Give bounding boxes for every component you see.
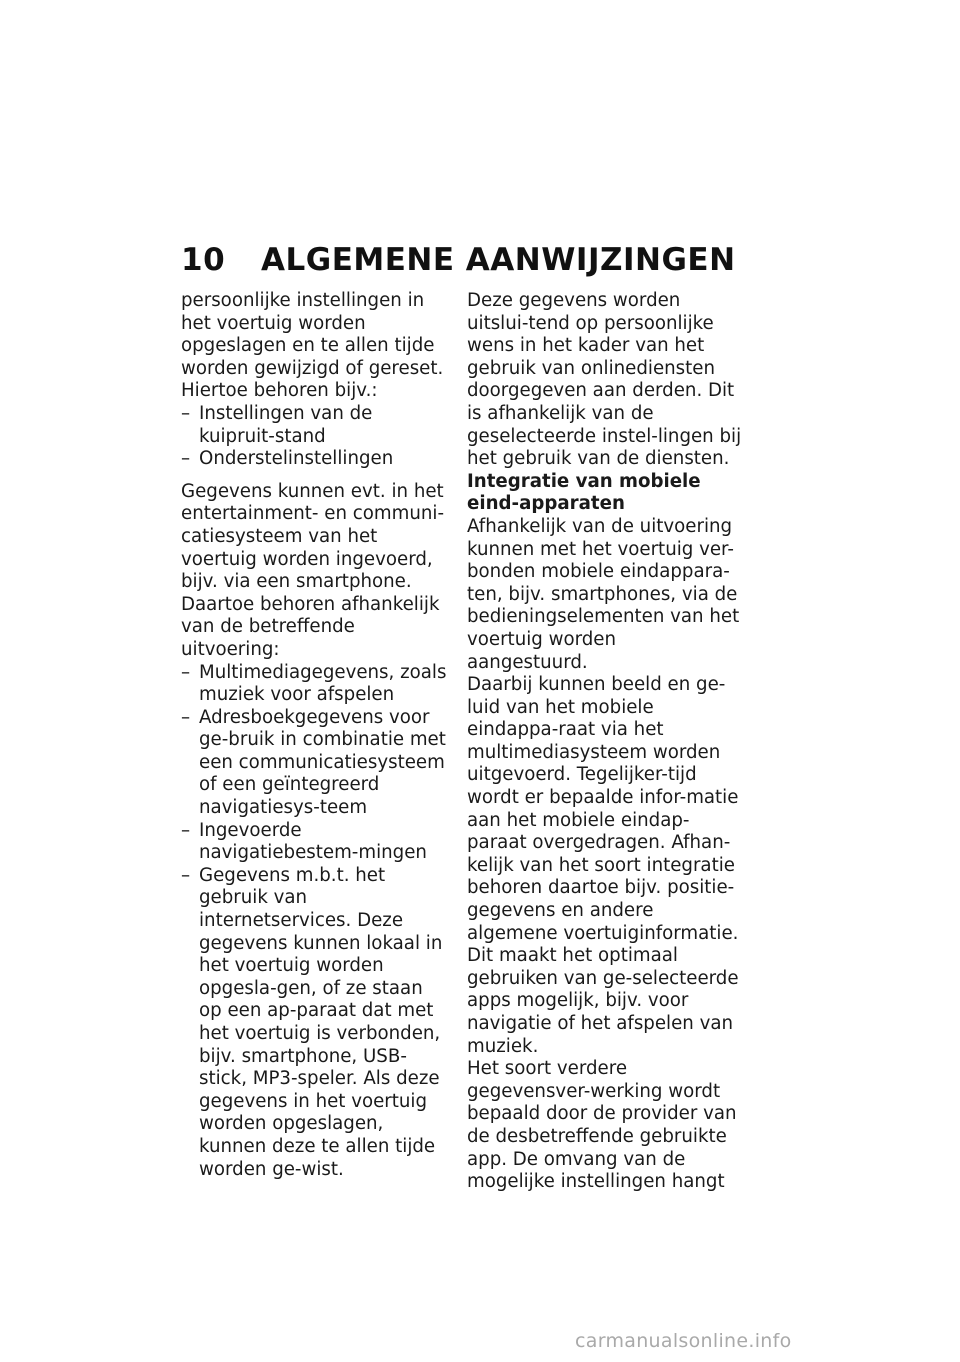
data-list <box>181 662 451 1182</box>
list-item: – Instellingen van de kuipruit-stand <box>181 403 451 448</box>
list-item: – Ingevoerde navigatiebestem-mingen <box>181 820 451 865</box>
list-item: – Gegevens m.b.t. het gebruik van internetservices. Deze gegevens kunnen lokaal in het voertuig worden opgesla-gen, of ze staan op een ap-paraat dat met het voertuig is verbonden, bijv. smartphone, USB-stick, MP3-speler. Als deze gegevens in het voertuig worden opgeslagen, kunnen deze te allen tijde worden ge-wist. <box>181 865 451 1181</box>
chapter-number: 10 <box>181 242 226 278</box>
settings-list <box>181 403 451 471</box>
left-column <box>181 290 451 1181</box>
chapter-title: ALGEMENE AANWIJZINGEN <box>261 242 736 278</box>
list-item: – Onderstelinstellingen <box>181 448 451 471</box>
list-item: – Multimediagegevens, zoals muziek voor afspelen <box>181 662 451 707</box>
watermark: carmanualsonline.info <box>575 1330 792 1352</box>
paragraph: Het soort verdere gegevensver-werking wordt bepaald door de provider van de desbetreffende gebruikte app. De omvang van de mogelijke instellingen hangt <box>467 1058 737 1193</box>
paragraph: Deze gegevens worden uitslui-tend op persoonlijke wens in het kader van het gebruik van onlinediensten doorgegeven aan derden. Dit is afhankelijk van de geselecteerde instel-lingen bij het gebruik van de diensten. <box>467 290 742 470</box>
section-heading: Integratie van mobiele eind-apparaten <box>467 470 701 515</box>
paragraph: Gegevens kunnen evt. in het entertainment- en communi-catiesysteem van het voertuig worden ingevoerd, bijv. via een smartphone. <box>181 480 445 593</box>
paragraph: Hiertoe behoren bijv.: <box>181 380 378 402</box>
paragraph: persoonlijke instellingen in het voertuig worden opgeslagen en te allen tijde worden gewijzigd of gereset. <box>181 290 444 379</box>
paragraph: Daartoe behoren afhankelijk van de betreffende uitvoering: <box>181 593 440 660</box>
list-item: – Adresboekgegevens voor ge-bruik in combinatie met een communicatiesysteem of een geïntegreerd navigatiesys-teem <box>181 707 451 820</box>
paragraph: Afhankelijk van de uitvoering kunnen met het voertuig ver-bonden mobiele eindappara-ten, bijv. smartphones, via de bedieningselementen van het voertuig worden aangestuurd. <box>467 515 740 673</box>
paragraph: Daarbij kunnen beeld en ge-luid van het mobiele eindappa-raat via het multimediasysteem worden uitgevoerd. Tegelijker-tijd wordt er bepaalde infor-matie aan het mobiele eindap-paraat overgedragen. Afhan-kelijk van het soort integratie behoren daartoe bijv. positie-gegevens en andere algemene voertuiginformatie. Dit maakt het optimaal gebruiken van ge-selecteerde apps mogelijk, bijv. voor navigatie of het afspelen van muziek. <box>467 674 739 1057</box>
chapter-header <box>181 242 781 278</box>
right-column <box>467 290 742 1194</box>
